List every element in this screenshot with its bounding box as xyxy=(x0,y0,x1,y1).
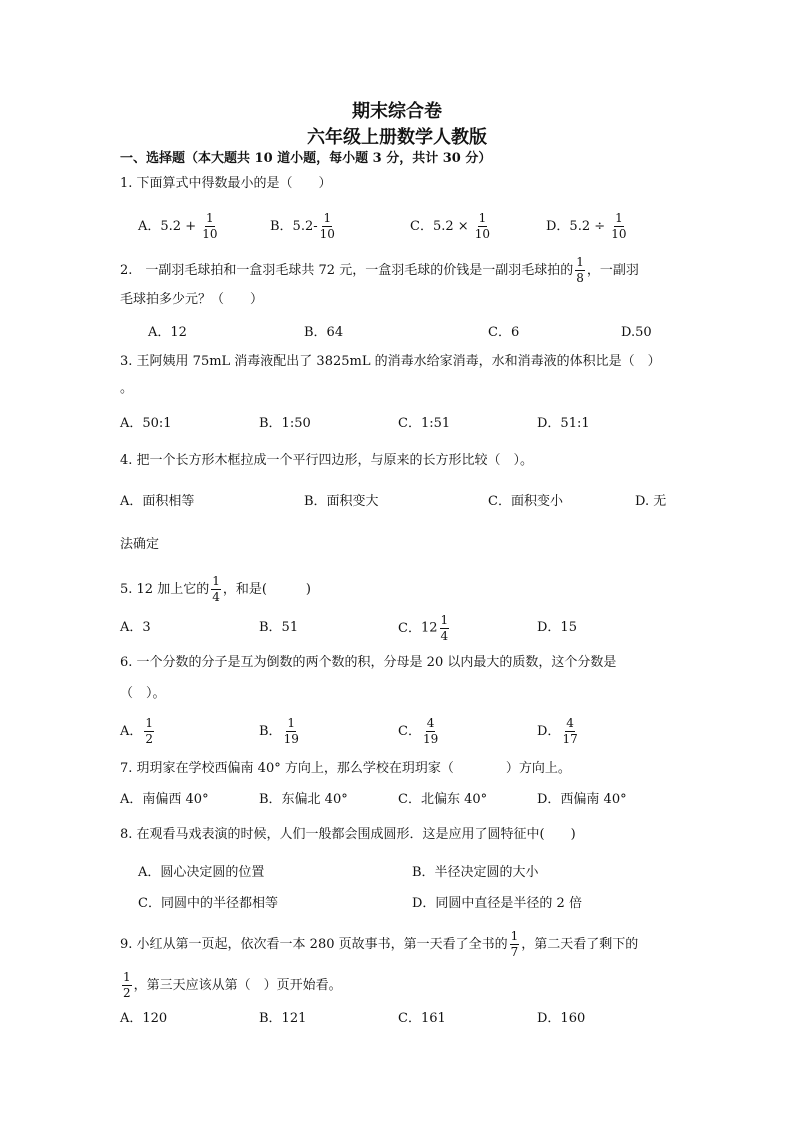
q4-option-c: C．面积变小 xyxy=(488,494,563,509)
question-6-line-1: 6. 一个分数的分子是互为倒数的两个数的积，分母是 20 以内最大的质数，这个分数是 xyxy=(120,655,617,670)
q8-option-b: B．半径决定圆的大小 xyxy=(412,865,539,880)
q2-option-a: A．12 xyxy=(148,325,187,340)
q8-option-c: C．同圆中的半径都相等 xyxy=(138,896,278,911)
q2-option-c: C．6 xyxy=(488,325,520,340)
question-9-line-2: $\frac{1}{2}$ ，第三天应该从第（ ）页开始看。 xyxy=(123,970,342,1000)
q5-option-c: C．12 $\frac{1}{4}$ xyxy=(398,613,449,643)
q3-option-c: C．1:51 xyxy=(398,416,451,431)
q7-option-a: A．南偏西 40° xyxy=(120,792,209,807)
q3-option-a: A．50:1 xyxy=(120,416,172,431)
q8-option-a: A．圆心决定圆的位置 xyxy=(138,865,265,880)
question-1: 1. 下面算式中得数最小的是（ ） xyxy=(120,176,332,191)
q6-option-a: A． $\frac{1}{2}$ xyxy=(120,716,154,746)
q5-option-d: D．15 xyxy=(537,620,577,635)
q3-option-b: B．1:50 xyxy=(259,416,311,431)
q5-option-b: B．51 xyxy=(259,620,299,635)
q6-option-b: B． $\frac{1}{19}$ xyxy=(259,716,299,746)
question-7: 7. 玥玥家在学校西偏南 40° 方向上，那么学校在玥玥家（ ）方向上。 xyxy=(120,761,571,776)
q7-option-d: D．西偏南 40° xyxy=(537,792,627,807)
q9-option-a: A．120 xyxy=(120,1011,168,1026)
q1-option-d: D．5.2 ÷ $\frac{1}{10}$ xyxy=(546,211,627,241)
question-4: 4. 把一个长方形木框拉成一个平行四边形，与原来的长方形比较（ ）。 xyxy=(120,453,534,468)
question-3-line-2: 。 xyxy=(120,381,134,396)
q6-option-d: D． $\frac{4}{17}$ xyxy=(537,716,578,746)
q1-option-b: B．5.2- $\frac{1}{10}$ xyxy=(270,211,335,241)
q5-option-a: A．3 xyxy=(120,620,151,635)
q6-option-c: C． $\frac{4}{19}$ xyxy=(398,716,439,746)
q8-option-d: D．同圆中直径是半径的 2 倍 xyxy=(412,896,582,911)
q9-option-c: C．161 xyxy=(398,1011,446,1026)
question-8: 8. 在观看马戏表演的时候，人们一般都会围成圆形．这是应用了圆特征中( ) xyxy=(120,827,576,842)
question-3-line-1: 3. 王阿姨用 75mL 消毒液配出了 3825mL 的消毒水给家消毒，水和消毒液的体积比是（ ） xyxy=(120,354,661,369)
q1-option-a: A．5.2 + $\frac{1}{10}$ xyxy=(138,211,218,241)
question-5: 5. 12 加上它的 $\frac{1}{4}$ ，和是( ) xyxy=(120,574,312,604)
exam-title: 期末综合卷 xyxy=(352,101,442,122)
q4-option-d: D. 无 xyxy=(635,494,667,509)
q9-option-b: B．121 xyxy=(259,1011,307,1026)
q3-option-d: D．51:1 xyxy=(537,416,590,431)
question-2-line-2: 毛球拍多少元？（ ） xyxy=(120,292,264,307)
exam-subtitle: 六年级上册数学人教版 xyxy=(307,127,487,148)
q7-option-c: C．北偏东 40° xyxy=(398,792,488,807)
q2-option-d: D.50 xyxy=(621,325,652,340)
question-2-line-1: 2. 一副羽毛球拍和一盒羽毛球共 72 元，一盒羽毛球的价钱是一副羽毛球拍的 $\frac{1}{8}$ ，一副羽 xyxy=(120,255,639,285)
q2-option-b: B．64 xyxy=(304,325,344,340)
q4-option-a: A．面积相等 xyxy=(120,494,195,509)
q7-option-b: B．东偏北 40° xyxy=(259,792,348,807)
question-9-line-1: 9. 小红从第一页起，依次看一本 280 页故事书，第一天看了全书的 $\frac{1}{7}$ ，第二天看了剩下的 xyxy=(120,929,639,959)
q1-option-c: C．5.2 × $\frac{1}{10}$ xyxy=(410,211,491,241)
question-6-line-2: （ ）。 xyxy=(120,686,166,701)
q9-option-d: D．160 xyxy=(537,1011,586,1026)
q4-option-b: B．面积变大 xyxy=(304,494,379,509)
section-heading: 一、选择题（本大题共 10 道小题，每小题 3 分，共计 30 分） xyxy=(120,151,492,166)
q4-option-d-wrap: 法确定 xyxy=(120,537,160,552)
